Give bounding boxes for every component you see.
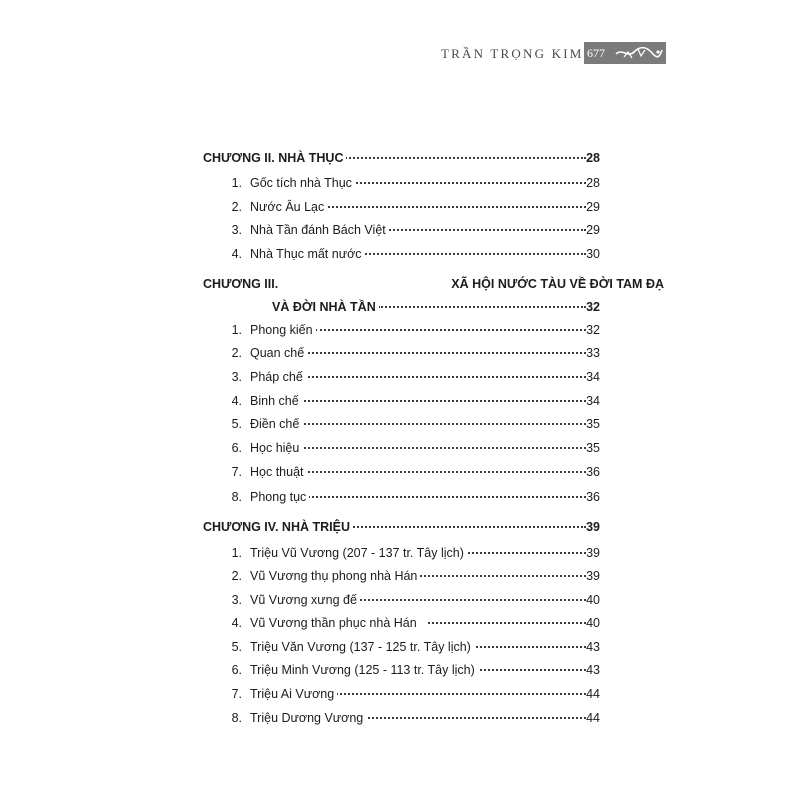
- toc-entry[interactable]: [0, 637, 600, 657]
- entry-title: Nước Âu Lạc: [250, 197, 327, 217]
- page-number: 40: [586, 613, 600, 633]
- toc-entry[interactable]: [0, 684, 600, 704]
- entry-title: Học thuật: [250, 462, 307, 482]
- dot-leader: [308, 471, 586, 473]
- toc-entry[interactable]: [0, 566, 600, 586]
- entry-number: 4.: [231, 616, 242, 630]
- toc-entry[interactable]: [0, 414, 600, 434]
- entry-title: Vũ Vương xưng đế: [250, 590, 360, 610]
- page-number: 36: [586, 462, 600, 482]
- entry-title: Phong kiến: [250, 320, 316, 340]
- entry-title: Gốc tích nhà Thục: [250, 173, 355, 193]
- dot-leader: [350, 253, 586, 255]
- chapter-title-line-2: VÀ ĐỜI NHÀ TẦN: [272, 297, 379, 317]
- toc-entry[interactable]: [0, 343, 600, 363]
- dot-leader: [303, 376, 586, 378]
- toc-entry[interactable]: [0, 487, 600, 507]
- page-number: 39: [586, 566, 600, 586]
- entry-number: 1.: [231, 323, 242, 337]
- entry-title: Triệu Minh Vương (125 - 113 tr. Tây lịch): [250, 660, 478, 680]
- page-number: 32: [586, 320, 600, 340]
- toc-entry[interactable]: [0, 173, 600, 193]
- chapter-heading-continuation[interactable]: [0, 297, 600, 317]
- dot-leader: [320, 206, 586, 208]
- toc-entry[interactable]: [0, 613, 600, 633]
- entry-number: 6.: [231, 663, 242, 677]
- chapter-label: CHƯƠNG II. NHÀ THỤC: [203, 148, 346, 168]
- toc-entry[interactable]: [0, 438, 600, 458]
- page-number: 28: [586, 173, 600, 193]
- page-number: 44: [586, 708, 600, 728]
- entry-number: 6.: [231, 441, 242, 455]
- entry-number: 1.: [231, 176, 242, 190]
- toc-entry[interactable]: [0, 244, 600, 264]
- entry-number: 2.: [231, 569, 242, 583]
- page-number: 40: [586, 590, 600, 610]
- page-number: 34: [586, 391, 600, 411]
- dot-leader: [356, 717, 586, 719]
- page-number: 29: [586, 197, 600, 217]
- entry-number: 4.: [231, 394, 242, 408]
- page-number: 35: [586, 438, 600, 458]
- entry-number: 3.: [231, 370, 242, 384]
- entry-number: 3.: [231, 223, 242, 237]
- entry-number: 4.: [231, 247, 242, 261]
- dot-leader: [360, 599, 586, 601]
- entry-title: Vũ Vương thần phục nhà Hán: [250, 613, 420, 633]
- entry-number: 2.: [231, 200, 242, 214]
- entry-title: Triệu Ai Vương: [250, 684, 337, 704]
- page-number: 33: [586, 343, 600, 363]
- chapter-heading[interactable]: [0, 148, 600, 168]
- chapter-heading[interactable]: [0, 517, 600, 537]
- page-number: 43: [586, 637, 600, 657]
- dot-leader: [378, 306, 586, 308]
- entry-title: Binh chế: [250, 391, 302, 411]
- page-number: 30: [586, 244, 600, 264]
- dot-leader: [456, 552, 586, 554]
- page-number: 29: [586, 220, 600, 240]
- page-number: 32: [586, 297, 600, 317]
- page-number: 39: [586, 543, 600, 563]
- chapter-title-line-1: XÃ HỘI NƯỚC TÀU VỀ ĐỜI TAM ĐẠ: [451, 274, 664, 294]
- entry-title: Pháp chế: [250, 367, 306, 387]
- dot-leader: [300, 423, 586, 425]
- entry-title: Quan chế: [250, 343, 307, 363]
- dot-leader: [370, 229, 586, 231]
- dot-leader: [315, 329, 586, 331]
- toc-entry[interactable]: [0, 462, 600, 482]
- page-number: 34: [586, 367, 600, 387]
- entry-title: Triệu Văn Vương (137 - 125 tr. Tây lịch): [250, 637, 474, 657]
- toc-entry[interactable]: [0, 367, 600, 387]
- toc-entry[interactable]: [0, 391, 600, 411]
- toc-entry[interactable]: [0, 660, 600, 680]
- dot-leader: [300, 447, 586, 449]
- entry-number: 7.: [231, 687, 242, 701]
- entry-title: Phong tục: [250, 487, 309, 507]
- dot-leader: [338, 157, 586, 159]
- page-number: 35: [586, 414, 600, 434]
- entry-number: 5.: [231, 640, 242, 654]
- page-number: 28: [586, 148, 600, 168]
- entry-title: Vũ Vương thụ phong nhà Hán: [250, 566, 420, 586]
- entry-title: Nhà Thục mất nước: [250, 244, 365, 264]
- entry-number: 3.: [231, 593, 242, 607]
- dot-leader: [346, 526, 586, 528]
- page-number: 44: [586, 684, 600, 704]
- entry-number: 8.: [231, 711, 242, 725]
- page-number: 43: [586, 660, 600, 680]
- entry-title: Điền chế: [250, 414, 302, 434]
- entry-title: Triệu Dương Vương: [250, 708, 366, 728]
- toc-entry[interactable]: [0, 197, 600, 217]
- entry-number: 7.: [231, 465, 242, 479]
- running-head-page-number: 677: [587, 46, 605, 60]
- dot-leader: [333, 693, 586, 695]
- dot-leader: [428, 622, 586, 624]
- toc-entry[interactable]: [0, 590, 600, 610]
- toc-entry[interactable]: [0, 543, 600, 563]
- entry-number: 8.: [231, 490, 242, 504]
- entry-title: Nhà Tần đánh Bách Việt: [250, 220, 389, 240]
- running-head-author: TRẦN TRỌNG KIM: [441, 46, 584, 61]
- dot-leader: [308, 496, 586, 498]
- entry-title: Học hiệu: [250, 438, 302, 458]
- dot-leader: [300, 400, 586, 402]
- toc-entry[interactable]: [0, 708, 600, 728]
- page-number: 39: [586, 517, 600, 537]
- entry-number: 1.: [231, 546, 242, 560]
- dot-leader: [340, 182, 586, 184]
- chapter-label: CHƯƠNG III.: [203, 274, 281, 294]
- page-number: 36: [586, 487, 600, 507]
- dot-leader: [460, 669, 586, 671]
- dot-leader: [305, 352, 586, 354]
- entry-title: Triệu Vũ Vương (207 - 137 tr. Tây lịch): [250, 543, 467, 563]
- chapter-label: CHƯƠNG IV. NHÀ TRIỆU: [203, 517, 353, 537]
- toc-entry[interactable]: [0, 320, 600, 340]
- chapter-heading[interactable]: [0, 274, 664, 294]
- dot-leader: [420, 575, 586, 577]
- toc-entry[interactable]: [0, 220, 600, 240]
- entry-number: 2.: [231, 346, 242, 360]
- entry-number: 5.: [231, 417, 242, 431]
